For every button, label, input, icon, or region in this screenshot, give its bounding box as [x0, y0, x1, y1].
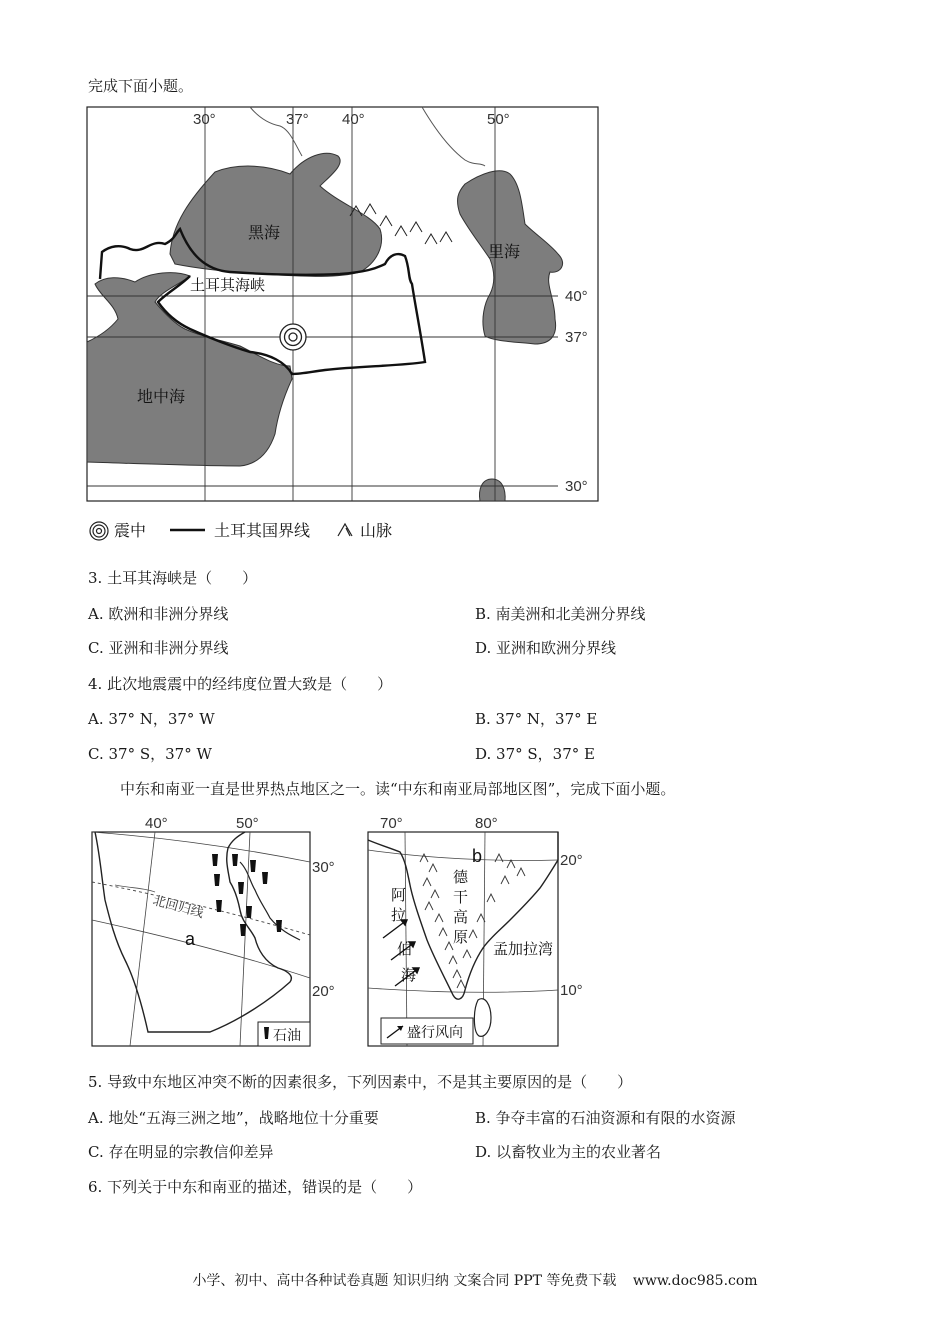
tropic-label: 北回归线 [151, 892, 206, 921]
lon-label-80: 80° [475, 815, 498, 832]
q4-option-a[interactable]: A. 37° N，37° W [88, 710, 215, 728]
turkey-map [80, 104, 610, 554]
middle-east-map [90, 810, 352, 1050]
q4-option-d[interactable]: D. 37° S，37° E [475, 745, 595, 763]
q3-stem: 3. 土耳其海峡是（ ） [88, 569, 258, 587]
q5-stem: 5. 导致中东地区冲突不断的因素很多，下列因素中，不是其主要原因的是（ ） [88, 1073, 633, 1091]
arabian-sea-char-4: 海 [401, 967, 417, 984]
lon-label-50: 50° [487, 111, 510, 128]
lat-label-20: 20° [312, 983, 335, 1000]
page-footer [0, 1270, 950, 1290]
lon-label-50: 50° [236, 815, 259, 832]
lat-label-40: 40° [565, 288, 588, 305]
q4-option-c[interactable]: C. 37° S，37° W [88, 745, 212, 763]
deccan-char-1: 德 [453, 869, 469, 886]
arabian-sea-char-1: 阿 [391, 887, 407, 904]
mediterranean-label: 地中海 [137, 389, 186, 406]
q5-option-d[interactable]: D. 以畜牧业为主的农业著名 [475, 1143, 662, 1161]
deccan-char-4: 原 [453, 929, 469, 946]
map1-legend [90, 522, 392, 540]
q5-option-b[interactable]: B. 争夺丰富的石油资源和有限的水资源 [475, 1109, 736, 1127]
deccan-char-3: 高 [453, 909, 469, 926]
lon-label-30: 30° [193, 111, 216, 128]
svg-text:土耳其国界线: 土耳其国界线 [214, 523, 311, 540]
intro2-text: 中东和南亚一直是世界热点地区之一。读“中东和南亚局部地区图”，完成下面小题。 [120, 780, 676, 798]
lat-label-30: 30° [565, 478, 588, 495]
epicenter-symbol [280, 324, 306, 350]
q3-option-a[interactable]: A. 欧洲和非洲分界线 [88, 605, 229, 623]
lon-label-37: 37° [286, 111, 309, 128]
q6-stem: 6. 下列关于中东和南亚的描述，错误的是（ ） [88, 1178, 423, 1196]
q3-option-d[interactable]: D. 亚洲和欧洲分界线 [475, 639, 617, 657]
q5-option-a[interactable]: A. 地处“五海三洲之地”，战略地位十分重要 [88, 1109, 379, 1127]
q3-option-c[interactable]: C. 亚洲和非洲分界线 [88, 639, 229, 657]
q4-option-b[interactable]: B. 37° N，37° E [475, 710, 598, 728]
intro-text: 完成下面小题。 [88, 77, 194, 95]
lat-label-37: 37° [565, 329, 588, 346]
footer-link[interactable]: www.doc985.com [632, 1273, 758, 1289]
lon-label-70: 70° [380, 815, 403, 832]
lat-label-30: 30° [312, 859, 335, 876]
bay-of-bengal-label: 孟加拉湾 [493, 941, 554, 958]
oil-legend-label: 石油 [273, 1027, 301, 1043]
region-b-label: b [472, 846, 483, 866]
caspian-label: 里海 [488, 244, 521, 261]
q5-option-c[interactable]: C. 存在明显的宗教信仰差异 [88, 1143, 274, 1161]
arabian-sea-char-3: 伯 [397, 941, 413, 958]
wind-legend-label: 盛行风向 [407, 1024, 463, 1040]
lon-label-40: 40° [342, 111, 365, 128]
lon-label-40: 40° [145, 815, 168, 832]
q4-stem: 4. 此次地震震中的经纬度位置大致是（ ） [88, 675, 393, 693]
lat-label-10: 10° [560, 982, 583, 999]
svg-text:山脉: 山脉 [360, 523, 393, 540]
strait-label: 土耳其海峡 [190, 277, 266, 294]
sri-lanka [474, 999, 491, 1037]
lat-label-20: 20° [560, 852, 583, 869]
svg-text:震中: 震中 [114, 523, 147, 540]
arabian-sea-char-2: 拉 [391, 907, 407, 924]
south-asia-map [365, 810, 595, 1050]
region-a-label: a [185, 929, 196, 949]
footer-text: 小学、初中、高中各种试卷真题 知识归纳 文案合同 PPT 等免费下载 [192, 1273, 617, 1289]
q3-option-b[interactable]: B. 南美洲和北美洲分界线 [475, 605, 646, 623]
deccan-char-2: 干 [453, 889, 469, 906]
black-sea-label: 黑海 [248, 225, 281, 242]
